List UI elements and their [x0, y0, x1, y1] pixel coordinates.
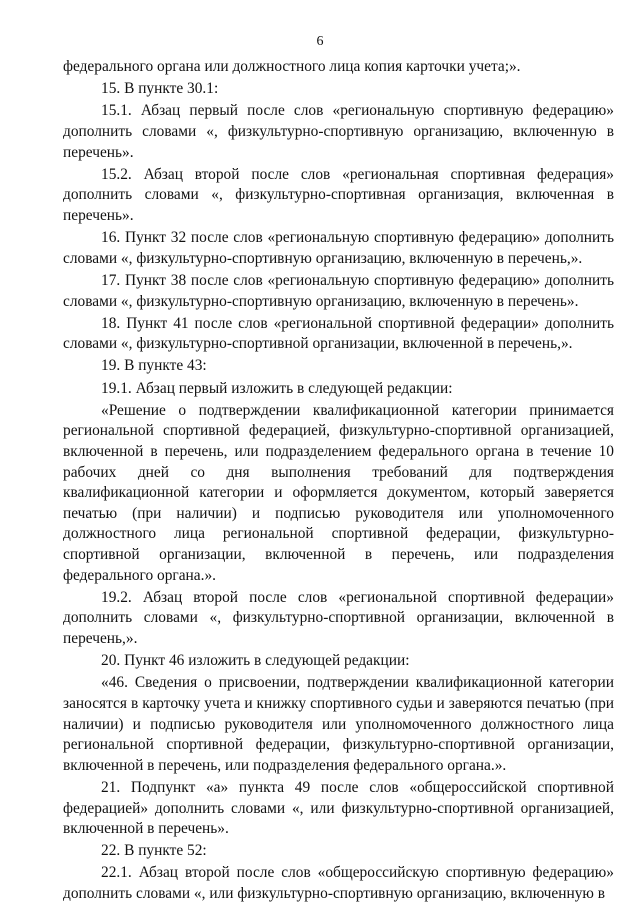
paragraph-item-15-2: 15.2. Абзац второй после слов «региональная спортивная федерация» дополнить словами «, физкультурно-спортивная организация, включенная в перечень». [63, 165, 614, 224]
paragraph-item-15-1: 15.1. Абзац первый после слов «региональную спортивную федерацию» дополнить словами «, физкультурно-спортивную организацию, включенную в перечень». [63, 102, 614, 161]
paragraph-continuation: федерального органа или должностного лица копия карточки учета;». [63, 58, 521, 75]
paragraph-item-15: 15. В пункте 30.1: [101, 80, 219, 98]
page-number: 6 [316, 34, 324, 49]
paragraph-item-22-1: 22.1. Абзац второй после слов «общероссийскую спортивную федерацию» дополнить словами «, или физкультурно-спортивную организацию, включенную в [63, 864, 614, 903]
paragraph-item-22: 22. В пункте 52: [101, 842, 207, 860]
paragraph-item-19-1: 19.1. Абзац первый изложить в следующей редакции: [101, 379, 453, 397]
paragraph-item-20: 20. Пункт 46 изложить в следующей редакции: [101, 652, 410, 670]
paragraph-item-21: 21. Подпункт «а» пункта 49 после слов «общероссийской спортивной федерацией» дополнить словами «, или физкультурно-спортивной организацией, включенной в перечень». [63, 778, 614, 838]
paragraph-quote-decision: «Решение о подтверждении квалификационной категории принимается региональной спортивной федерацией, физкультурно-спортивной организацией, включенной в перечень, или подразделением федерального органа в течение 10 рабочих дней со дня выполнения требований для подтверждения квалификационной категории и оформляется документом, который заверяется печатью (при наличии) и подписью руководителя или уполномоченного должностного лица региональной спортивной федерации, физкультурно-спортивной организации, включенной в перечень, или подразделения федерального органа.». [63, 401, 614, 584]
paragraph-item-16: 16. Пункт 32 после слов «региональную спортивную федерацию» дополнить словами «, физкультурно-спортивную организацию, включенную в перечень,». [63, 229, 614, 267]
paragraph-quote-46: «46. Сведения о присвоении, подтверждении квалификационной категории заносятся в карточку учета и книжку спортивного судьи и заверяются печатью (при наличии) и подписью руководителя или уполномоченного должностного лица региональной спортивной федерации, физкультурно-спортивной организации, включенной в перечень, или подразделения федерального органа.». [63, 674, 614, 774]
paragraph-item-19: 19. В пункте 43: [101, 357, 207, 375]
document-body [63, 57, 614, 906]
paragraph-item-19-2: 19.2. Абзац второй после слов «региональной спортивной федерации» дополнить словами «, физкультурно-спортивной организации, включенной в перечень,». [63, 588, 614, 647]
paragraph-item-18: 18. Пункт 41 после слов «региональной спортивной федерации» дополнить словами «, физкультурно-спортивной организации, включенной в перечень,». [63, 314, 614, 353]
paragraph-item-17: 17. Пункт 38 после слов «региональную спортивную федерацию» дополнить словами «, физкультурно-спортивную организацию, включенную в перечень». [63, 271, 614, 310]
